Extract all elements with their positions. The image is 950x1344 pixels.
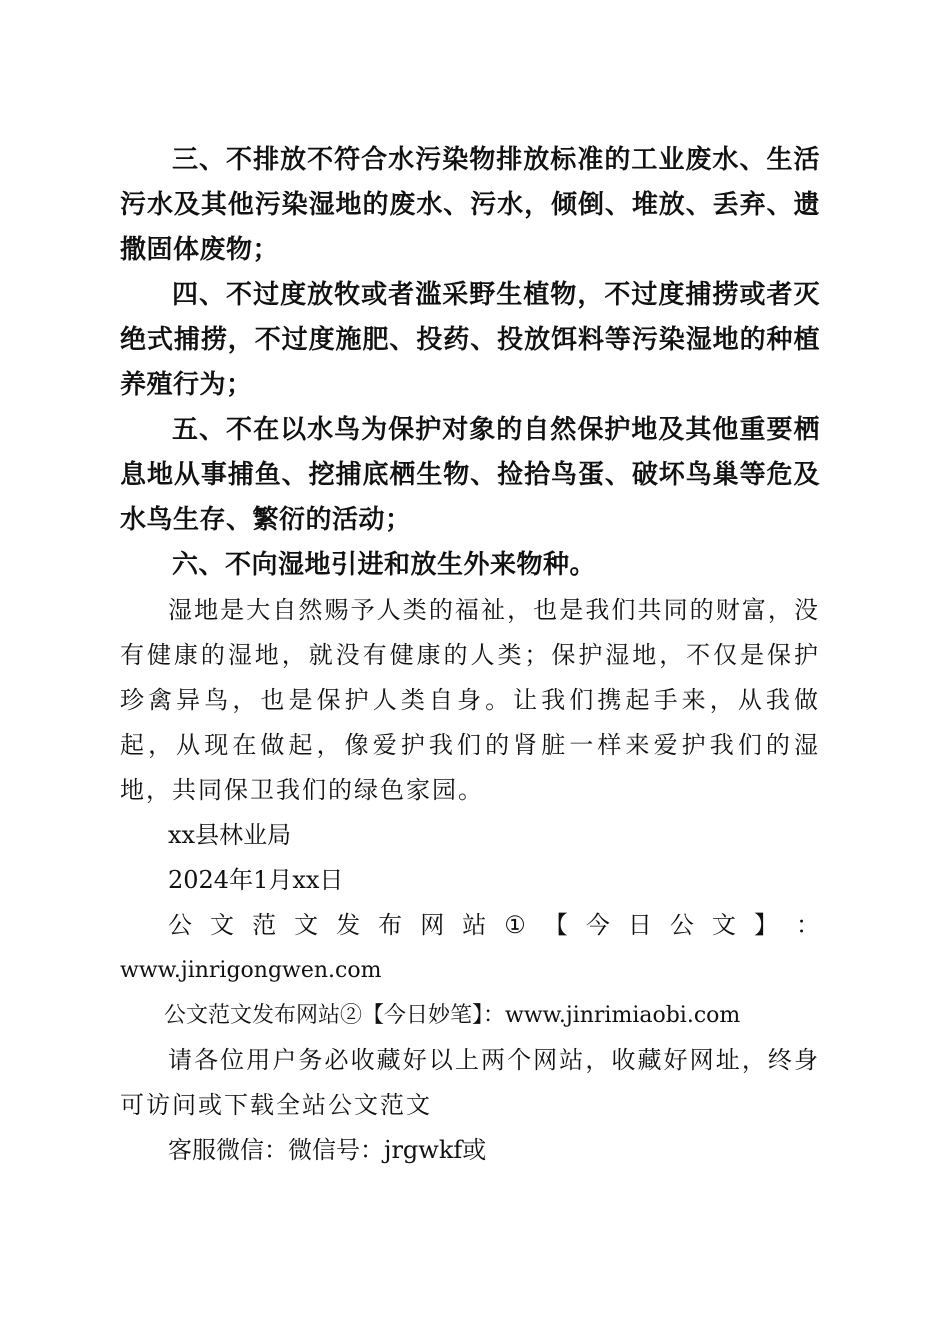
paragraph-item-5: 五、不在以水鸟为保护对象的自然保护地及其他重要栖息地从事捕鱼、挖捕底栖生物、捡拾鸟蛋、破坏鸟巢等危及水鸟生存、繁衍的活动； [120, 415, 820, 535]
site1-char: 网 [420, 911, 445, 939]
document-page [120, 138, 820, 1173]
site1-char: 日 [627, 911, 652, 939]
site1-url[interactable]: www.jinrigongwen.com [120, 958, 382, 983]
site1-char: ： [795, 911, 820, 939]
customer-service: 客服微信：微信号：jrgwkf或 [168, 1136, 487, 1164]
paragraph-item-4: 四、不过度放牧或者滥采野生植物，不过度捕捞或者灭绝式捕捞，不过度施肥、投药、投放饵料等污染湿地的种植养殖行为； [120, 280, 820, 400]
site1-char: 发 [336, 911, 361, 939]
site1-char: 范 [252, 911, 277, 939]
signature-date: 2024年1月xx日 [168, 866, 344, 894]
closing-paragraph: 湿地是大自然赐予人类的福祉，也是我们共同的财富，没有健康的湿地，就没有健康的人类；保护湿地，不仅是保护珍禽异鸟，也是保护人类自身。让我们携起手来，从我做起，从现在做起，像爱护我们的肾脏一样来爱护我们的湿地，共同保卫我们的绿色家园。 [120, 596, 820, 804]
bookmark-notice: 请各位用户务必收藏好以上两个网站，收藏好网址，终身可访问或下载全站公文范文 [120, 1046, 820, 1119]
paragraph-item-6: 六、不向湿地引进和放生外来物种。 [172, 550, 597, 580]
site1-char: 布 [378, 911, 403, 939]
site1-char: 文 [711, 911, 736, 939]
site1-char: 【 [543, 911, 568, 939]
site1-char: ① [504, 911, 526, 939]
site1-char: 文 [294, 911, 319, 939]
site1-char: 公 [669, 911, 694, 939]
site2-line[interactable]: 公文范文发布网站②【今日妙笔】：www.jinrimiaobi.com [164, 1003, 741, 1028]
site1-char: 今 [585, 911, 610, 939]
site1-char: 文 [210, 911, 235, 939]
signature-org: xx县林业局 [168, 821, 292, 849]
site1-char: 】 [753, 911, 778, 939]
site1-char: 站 [462, 911, 487, 939]
site1-line [120, 903, 820, 948]
paragraph-item-3: 三、不排放不符合水污染物排放标准的工业废水、生活污水及其他污染湿地的废水、污水，倾倒、堆放、丢弃、遗撒固体废物； [120, 145, 820, 265]
site1-char: 公 [168, 911, 192, 939]
